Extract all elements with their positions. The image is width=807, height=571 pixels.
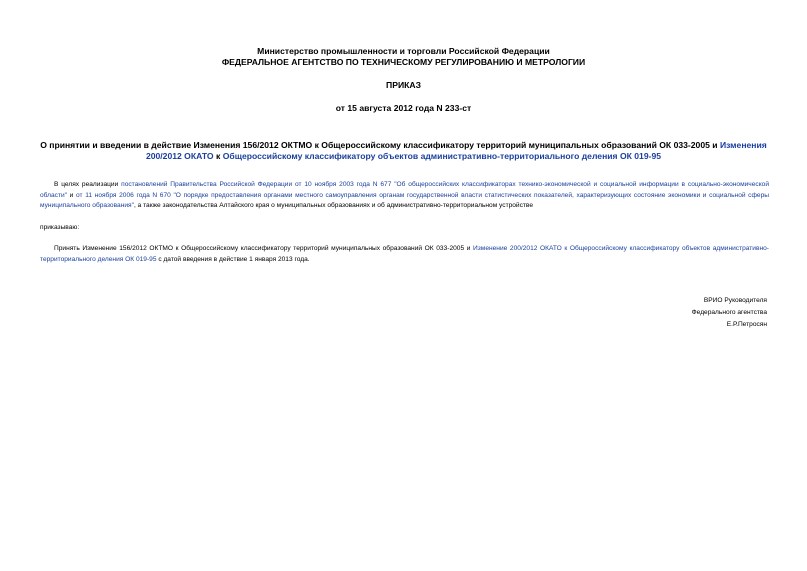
title-text-part2: к bbox=[213, 151, 223, 161]
intro-suffix: , а также законодательства Алтайского края о муниципальных образованиях и об административно-территориальном устройстве bbox=[133, 202, 534, 209]
document-date: от 15 августа 2012 года N 233-ст bbox=[335, 103, 472, 113]
document-type: ПРИКАЗ bbox=[386, 80, 421, 90]
accept-link-okato-change[interactable]: Изменение 200/2012 ОКАТО к Общероссийскому классификатору объектов административно-территориального деления ОК 019-95 bbox=[40, 245, 769, 263]
accept-prefix: Принять Изменение 156/2012 ОКТМО к Общероссийскому классификатору территорий муниципальных образований ОК 033-2005 и bbox=[54, 245, 474, 252]
intro-link-resolution-677[interactable]: постановлений Правительства Российской Федерации от 10 ноября 2003 года N 677 "Об общероссийских классификаторах технико-экономической и социальной информации в социально-экономической области" bbox=[40, 181, 770, 199]
intro-prefix: В целях реализации bbox=[54, 181, 122, 188]
accept-suffix: с датой введения в действие 1 января 2013 года. bbox=[156, 255, 310, 263]
title-text-part1: О принятии и введении в действие Изменения 156/2012 ОКТМО к Общероссийскому классификатору территорий муниципальных образований ОК 033-2005 и bbox=[40, 140, 720, 150]
title-link-okato-change[interactable]: Изменения 200/2012 ОКАТО bbox=[145, 140, 767, 161]
decree-word: приказываю: bbox=[40, 224, 80, 231]
signature-block bbox=[692, 295, 767, 331]
intro-middle: и bbox=[67, 191, 76, 199]
intro-link-resolution-670[interactable]: от 11 ноября 2006 года N 670 "О порядке предоставления органами местного самоуправления органам государственной власти статистических показателей, характеризующих состояние экономики и социальной сферы муниципального образования" bbox=[40, 191, 769, 209]
signature-position: ВРИО Руководителя bbox=[703, 297, 767, 304]
ministry-name: Министерство промышленности и торговли Российской Федерации bbox=[257, 46, 550, 56]
title-link-okato-classifier[interactable]: Общероссийскому классификатору объектов административно-территориального деления ОК 019-95 bbox=[222, 151, 662, 161]
signature-name: Е.Р.Петросян bbox=[726, 321, 767, 328]
document-title bbox=[40, 140, 767, 162]
accept-paragraph bbox=[40, 244, 769, 265]
signature-organization: Федерального агентства bbox=[691, 309, 767, 316]
intro-paragraph bbox=[40, 180, 769, 212]
agency-name: ФЕДЕРАЛЬНОЕ АГЕНТСТВО ПО ТЕХНИЧЕСКОМУ РЕГУЛИРОВАНИЮ И МЕТРОЛОГИИ bbox=[221, 57, 586, 67]
